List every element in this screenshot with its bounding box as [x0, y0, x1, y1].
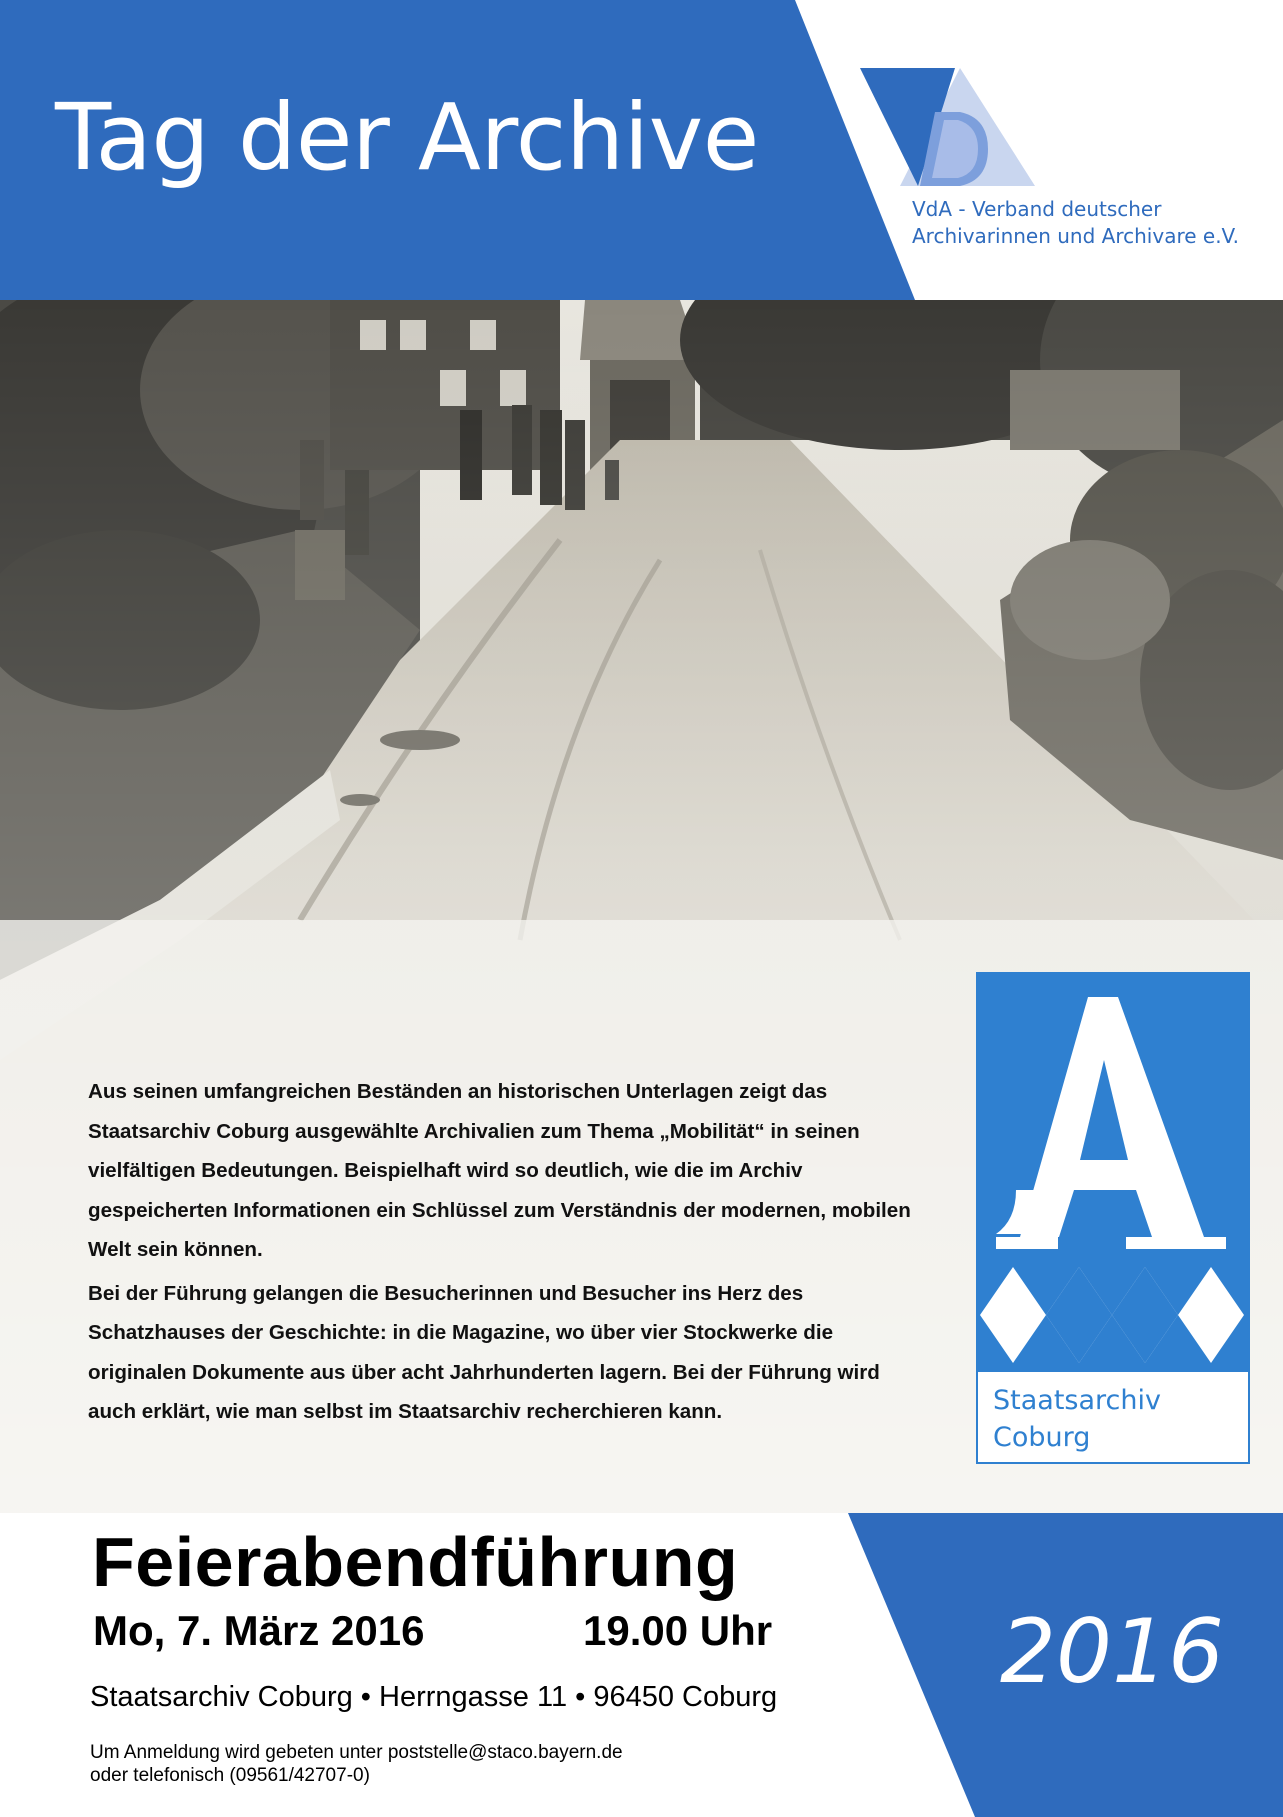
- vda-caption-line2: Archivarinnen und Archivare e.V.: [912, 224, 1240, 248]
- event-year: 2016: [1000, 1600, 1224, 1703]
- description: [88, 1072, 928, 1432]
- archive-logo-caption: [993, 1382, 1161, 1456]
- page-title: Tag der Archive: [55, 84, 759, 191]
- event-address: Staatsarchiv Coburg • Herrngasse 11 • 96450 Coburg: [90, 1681, 778, 1713]
- archive-logo-line1: Staatsarchiv: [993, 1385, 1161, 1416]
- registration-line1: Um Anmeldung wird gebeten unter poststelle@staco.bayern.de: [90, 1742, 623, 1763]
- vda-logo-icon: [860, 68, 1035, 190]
- registration-line2: oder telefonisch (09561/42707-0): [90, 1765, 370, 1786]
- description-paragraph-1: Aus seinen umfangreichen Beständen an historischen Unterlagen zeigt das Staatsarchiv Coburg ausgewählte Archivalien zum Thema „Mobilität“ in seinen vielfältigen Bedeutungen. Beispielhaft wird so deutlich, wie die im Archiv gespeicherten Informationen ein Schlüssel zum Verständnis der modernen, mobilen Welt sein können.: [88, 1080, 911, 1261]
- vda-caption-line1: VdA - Verband deutscher: [912, 197, 1162, 221]
- event-date: Mo, 7. März 2016: [93, 1607, 425, 1654]
- description-paragraph-2: Bei der Führung gelangen die Besucherinnen und Besucher ins Herz des Schatzhauses der Geschichte: in die Magazine, wo über vier Stockwerke die originalen Dokumente aus über acht Jahrhunderten lagern. Bei der Führung wird auch erklärt, wie man selbst im Staatsarchiv recherchieren kann.: [88, 1281, 880, 1423]
- vda-caption: [912, 196, 1239, 250]
- event-time: 19.00 Uhr: [583, 1607, 773, 1654]
- event-title: Feierabendführung: [92, 1523, 739, 1601]
- archive-logo-line2: Coburg: [993, 1422, 1091, 1453]
- registration-info: [90, 1741, 623, 1787]
